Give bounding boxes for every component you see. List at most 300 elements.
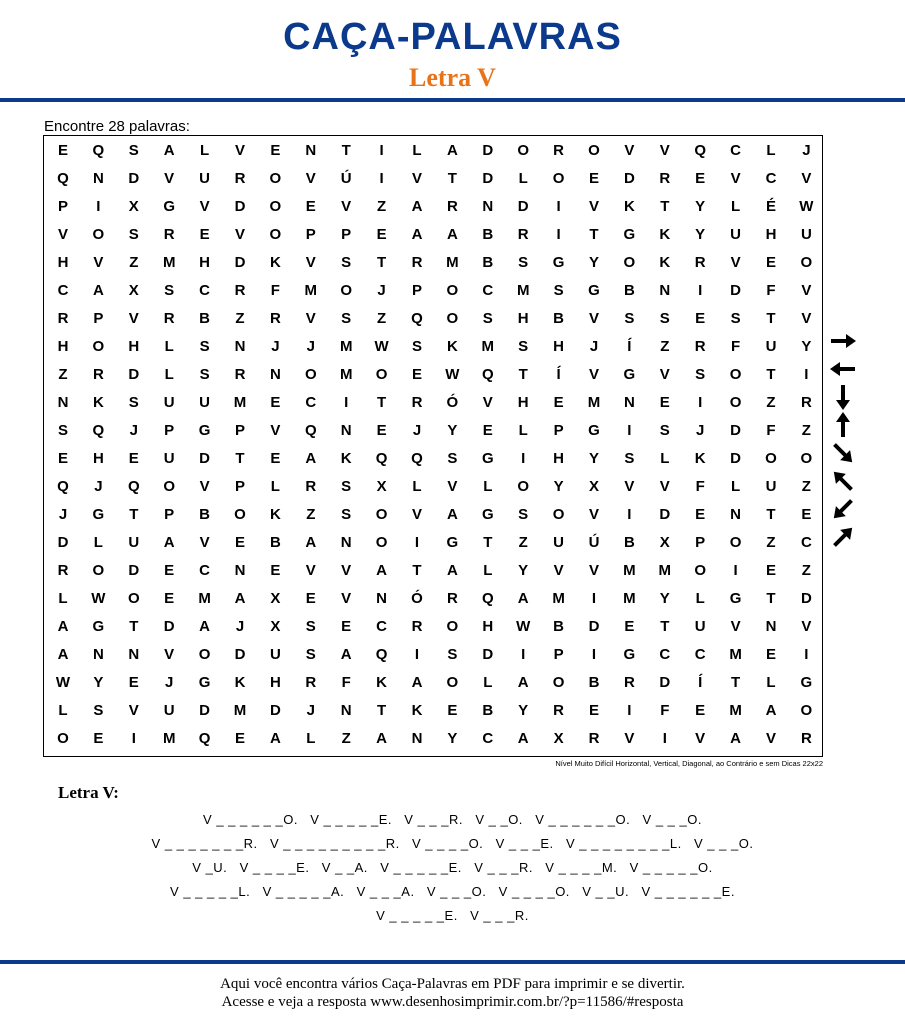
grid-letter: D bbox=[163, 618, 175, 635]
grid-letter: O bbox=[517, 478, 530, 495]
grid-letter: V bbox=[57, 226, 68, 243]
grid-letter: G bbox=[481, 450, 494, 467]
grid-letter: E bbox=[270, 142, 281, 159]
grid-letter: D bbox=[588, 618, 600, 635]
grid-letter: E bbox=[270, 450, 281, 467]
grid-letter: O bbox=[234, 506, 246, 523]
grid-letter: S bbox=[624, 310, 635, 327]
grid-letter: H bbox=[128, 338, 140, 355]
grid-letter: G bbox=[623, 226, 636, 243]
grid-letter: Y bbox=[695, 198, 706, 215]
grid-letter: D bbox=[269, 702, 281, 719]
grid-letter: S bbox=[341, 506, 352, 523]
grid-letter: V bbox=[305, 170, 316, 187]
grid-letter: J bbox=[589, 338, 599, 355]
grid-letter: S bbox=[482, 310, 493, 327]
grid-letter: Z bbox=[377, 310, 387, 327]
grid-letter: D bbox=[659, 674, 671, 691]
grid-letter: U bbox=[765, 338, 777, 355]
grid-letter: T bbox=[377, 702, 387, 719]
grid-letter: M bbox=[162, 254, 176, 271]
grid-letter: Í bbox=[698, 674, 703, 691]
word-list-line: V _ _ _ _ _E. V _ _ _R. bbox=[376, 908, 529, 923]
grid-letter: I bbox=[521, 450, 526, 467]
grid-letter: H bbox=[517, 310, 529, 327]
grid-letter: U bbox=[800, 226, 812, 243]
grid-letter: R bbox=[234, 282, 246, 299]
grid-letter: A bbox=[517, 730, 529, 747]
grid-letter: T bbox=[766, 310, 776, 327]
grid-letter: I bbox=[804, 366, 809, 383]
grid-letter: O bbox=[729, 366, 742, 383]
arrow-up-icon bbox=[826, 412, 860, 438]
grid-letter: I bbox=[556, 198, 561, 215]
grid-row bbox=[44, 473, 822, 500]
grid-letter: U bbox=[694, 618, 706, 635]
grid-letter: I bbox=[733, 562, 738, 579]
grid-letter: Y bbox=[518, 702, 529, 719]
grid-letter: N bbox=[305, 142, 317, 159]
arrow-down-icon bbox=[826, 384, 860, 410]
grid-letter: V bbox=[199, 534, 210, 551]
grid-letter: D bbox=[57, 534, 69, 551]
grid-letter: O bbox=[800, 254, 813, 271]
grid-letter: B bbox=[553, 618, 565, 635]
arrow-up-right-icon bbox=[826, 524, 860, 550]
grid-letter: Z bbox=[801, 422, 811, 439]
grid-letter: E bbox=[376, 422, 387, 439]
grid-letter: N bbox=[376, 590, 388, 607]
grid-letter: K bbox=[623, 198, 635, 215]
grid-letter: A bbox=[376, 730, 388, 747]
grid-letter: S bbox=[695, 366, 706, 383]
grid-letter: F bbox=[766, 282, 776, 299]
grid-letter: I bbox=[591, 646, 597, 663]
grid-letter: D bbox=[128, 366, 140, 383]
grid-letter: R bbox=[411, 394, 423, 411]
grid-letter: E bbox=[695, 170, 706, 187]
grid-letter: T bbox=[412, 562, 422, 579]
grid-letter: E bbox=[588, 702, 599, 719]
grid-letter: V bbox=[199, 478, 210, 495]
grid-letter: Y bbox=[659, 590, 670, 607]
grid-letter: B bbox=[623, 282, 635, 299]
grid-letter: K bbox=[411, 702, 423, 719]
grid-letter: R bbox=[659, 170, 671, 187]
grid-letter: Z bbox=[801, 562, 811, 579]
grid-letter: V bbox=[730, 254, 741, 271]
grid-letter: X bbox=[128, 198, 139, 215]
grid-letter: S bbox=[447, 450, 458, 467]
grid-letter: G bbox=[198, 422, 211, 439]
grid-letter: X bbox=[659, 534, 670, 551]
grid-row bbox=[44, 697, 822, 724]
grid-letter: P bbox=[164, 506, 175, 523]
grid-letter: L bbox=[412, 142, 422, 159]
grid-letter: X bbox=[588, 478, 599, 495]
grid-letter: Y bbox=[801, 338, 812, 355]
grid-letter: J bbox=[58, 506, 68, 523]
grid-letter: W bbox=[445, 366, 460, 383]
word-list-title: Letra V: bbox=[58, 783, 119, 802]
grid-letter: E bbox=[588, 170, 599, 187]
grid-letter: I bbox=[379, 170, 384, 187]
grid-letter: E bbox=[341, 618, 352, 635]
arrow-up-left-icon bbox=[826, 468, 860, 494]
grid-letter: L bbox=[93, 534, 103, 551]
grid-letter: D bbox=[199, 450, 211, 467]
grid-letter: D bbox=[800, 590, 812, 607]
grid-letter: E bbox=[695, 702, 706, 719]
page-title: CAÇA-PALAVRAS bbox=[283, 16, 622, 58]
grid-letter: S bbox=[341, 254, 352, 271]
grid-letter: Y bbox=[518, 562, 529, 579]
grid-letter: O bbox=[269, 170, 282, 187]
grid-letter: O bbox=[588, 142, 600, 159]
grid-letter: Z bbox=[58, 366, 68, 383]
grid-letter: Z bbox=[306, 506, 316, 523]
grid-letter: N bbox=[340, 702, 352, 719]
grid-letter: Q bbox=[57, 478, 69, 495]
grid-letter: L bbox=[58, 590, 68, 607]
grid-letter: J bbox=[235, 618, 245, 635]
grid-letter: G bbox=[623, 366, 636, 383]
grid-row bbox=[44, 165, 822, 192]
grid-letter: P bbox=[553, 422, 564, 439]
level-note: Nível Muito Difícil Horizontal, Vertical, Diagonal, ao Contrário e sem Dicas 22x22 bbox=[555, 759, 823, 768]
grid-letter: L bbox=[483, 562, 493, 579]
grid-letter: V bbox=[305, 310, 316, 327]
grid-letter: A bbox=[517, 590, 529, 607]
grid-letter: S bbox=[553, 282, 564, 299]
grid-letter: D bbox=[730, 422, 742, 439]
grid-letter: R bbox=[800, 394, 812, 411]
grid-row bbox=[44, 613, 822, 640]
grid-letter: V bbox=[411, 506, 422, 523]
grid-letter: D bbox=[234, 646, 246, 663]
grid-letter: E bbox=[270, 394, 281, 411]
grid-letter: R bbox=[305, 674, 317, 691]
grid-letter: T bbox=[518, 366, 528, 383]
grid-letter: M bbox=[339, 338, 353, 355]
grid-letter: J bbox=[94, 478, 103, 495]
grid-letter: Y bbox=[695, 226, 706, 243]
grid-row bbox=[44, 417, 822, 444]
grid-letter: U bbox=[163, 394, 175, 411]
grid-letter: G bbox=[623, 646, 636, 663]
grid-letter: M bbox=[162, 730, 176, 747]
grid-letter: E bbox=[128, 674, 139, 691]
instructions: Encontre 28 palavras: bbox=[44, 118, 190, 135]
grid-letter: Z bbox=[766, 534, 776, 551]
grid-letter: P bbox=[234, 478, 245, 495]
grid-letter: N bbox=[269, 366, 281, 383]
grid-letter: N bbox=[234, 562, 246, 579]
grid-letter: Í bbox=[556, 366, 561, 383]
grid-row bbox=[44, 725, 822, 752]
grid-letter: H bbox=[482, 618, 494, 635]
grid-letter: O bbox=[552, 170, 565, 187]
grid-letter: S bbox=[57, 422, 68, 439]
grid-letter: F bbox=[270, 282, 280, 299]
grid-letter: E bbox=[765, 646, 776, 663]
grid-letter: I bbox=[627, 506, 632, 523]
grid-letter: I bbox=[96, 198, 101, 215]
grid-letter: Q bbox=[411, 450, 423, 467]
grid-letter: Z bbox=[518, 534, 528, 551]
grid-letter: P bbox=[57, 198, 68, 215]
grid-letter: V bbox=[624, 730, 635, 747]
grid-letter: V bbox=[341, 590, 352, 607]
grid-letter: I bbox=[804, 646, 809, 663]
grid-letter: Z bbox=[801, 478, 811, 495]
grid-letter: V bbox=[588, 366, 599, 383]
grid-letter: Q bbox=[57, 170, 69, 187]
grid-letter: E bbox=[695, 310, 706, 327]
grid-letter: E bbox=[447, 702, 458, 719]
grid-letter: S bbox=[93, 702, 104, 719]
grid-letter: H bbox=[92, 450, 104, 467]
grid-letter: C bbox=[659, 646, 671, 663]
grid-letter: O bbox=[623, 254, 636, 271]
grid-letter: V bbox=[164, 646, 175, 663]
arrow-left-icon bbox=[826, 356, 860, 382]
grid-letter: I bbox=[662, 730, 667, 747]
grid-letter: X bbox=[270, 618, 281, 635]
grid-letter: O bbox=[517, 142, 530, 159]
grid-letter: M bbox=[552, 590, 565, 607]
grid-letter: V bbox=[199, 198, 210, 215]
grid-letter: A bbox=[446, 506, 458, 523]
grid-row bbox=[44, 501, 822, 528]
grid-letter: X bbox=[553, 730, 564, 747]
grid-letter: E bbox=[234, 534, 245, 551]
grid-letter: Z bbox=[660, 338, 670, 355]
grid-letter: G bbox=[800, 674, 813, 691]
grid-letter: T bbox=[447, 170, 457, 187]
grid-letter: V bbox=[553, 562, 564, 579]
grid-letter: L bbox=[660, 450, 670, 467]
grid-letter: O bbox=[92, 562, 105, 579]
grid-letter: M bbox=[587, 394, 601, 411]
grid-letter: V bbox=[801, 170, 812, 187]
grid-letter: G bbox=[481, 506, 494, 523]
grid-letter: A bbox=[269, 730, 281, 747]
grid-letter: L bbox=[412, 478, 422, 495]
grid-letter: V bbox=[234, 226, 245, 243]
grid-row bbox=[44, 389, 822, 416]
grid-letter: E bbox=[765, 254, 776, 271]
grid-letter: Ú bbox=[340, 170, 352, 187]
grid-letter: A bbox=[92, 282, 104, 299]
grid-letter: D bbox=[482, 170, 494, 187]
grid-letter: F bbox=[695, 478, 705, 495]
grid-letter: Y bbox=[553, 478, 564, 495]
grid-letter: P bbox=[411, 282, 422, 299]
grid-letter: T bbox=[483, 534, 493, 551]
grid-letter: T bbox=[731, 674, 741, 691]
grid-letter: V bbox=[801, 282, 812, 299]
grid-letter: D bbox=[659, 506, 671, 523]
grid-letter: G bbox=[198, 674, 211, 691]
grid-letter: R bbox=[163, 310, 175, 327]
grid-letter: S bbox=[128, 142, 139, 159]
grid-letter: O bbox=[57, 730, 69, 747]
word-list-line: V _ _ _ _ _ _ _R. V _ _ _ _ _ _ _ _ _R. V _ _ _ _O. V _ _ _E. V _ _ _ _ _ _ _ _L. V _ _ _O. bbox=[151, 836, 754, 851]
grid-letter: A bbox=[446, 226, 458, 243]
grid-letter: D bbox=[234, 198, 246, 215]
grid-letter: Ó bbox=[446, 394, 459, 411]
grid-letter: P bbox=[234, 422, 245, 439]
grid-letter: N bbox=[730, 506, 742, 523]
grid-letter: V bbox=[659, 142, 670, 159]
grid-letter: Q bbox=[375, 646, 388, 663]
grid-letter: V bbox=[588, 562, 599, 579]
grid-letter: R bbox=[411, 618, 423, 635]
grid-letter: P bbox=[695, 534, 706, 551]
grid-letter: O bbox=[269, 226, 282, 243]
grid-letter: V bbox=[164, 170, 175, 187]
grid-letter: O bbox=[800, 702, 813, 719]
grid-letter: S bbox=[305, 618, 316, 635]
grid-letter: Q bbox=[411, 310, 423, 327]
grid-letter: E bbox=[376, 226, 387, 243]
grid-letter: L bbox=[518, 422, 528, 439]
grid-letter: V bbox=[730, 170, 741, 187]
grid-letter: E bbox=[305, 198, 316, 215]
grid-letter: V bbox=[93, 254, 104, 271]
grid-letter: G bbox=[729, 590, 742, 607]
grid-letter: R bbox=[57, 562, 69, 579]
grid-letter: Y bbox=[447, 730, 458, 747]
grid-letter: M bbox=[481, 338, 495, 355]
grid-letter: U bbox=[765, 478, 777, 495]
grid-letter: O bbox=[765, 450, 777, 467]
grid-letter: N bbox=[92, 646, 104, 663]
grid-letter: G bbox=[446, 534, 459, 551]
grid-letter: K bbox=[376, 674, 388, 691]
word-search-grid bbox=[43, 135, 823, 757]
grid-letter: H bbox=[517, 394, 529, 411]
grid-letter: R bbox=[694, 254, 706, 271]
grid-letter: T bbox=[235, 450, 245, 467]
grid-row bbox=[44, 249, 822, 276]
grid-letter: A bbox=[163, 534, 175, 551]
grid-letter: E bbox=[164, 590, 175, 607]
word-list-line: V _ _ _ _ _L. V _ _ _ _ _A. V _ _ _A. V _ _ _O. V _ _ _ _O. V _ _U. V _ _ _ _ _ _E. bbox=[170, 884, 735, 899]
grid-letter: V bbox=[341, 198, 352, 215]
grid-letter: R bbox=[163, 226, 175, 243]
grid-row bbox=[44, 137, 822, 164]
grid-letter: Z bbox=[129, 254, 139, 271]
grid-letter: O bbox=[304, 366, 317, 383]
grid-letter: B bbox=[588, 674, 600, 691]
grid-letter: J bbox=[165, 674, 174, 691]
grid-letter: E bbox=[765, 562, 776, 579]
grid-letter: B bbox=[199, 310, 211, 327]
grid-letter: N bbox=[340, 422, 352, 439]
page-subtitle: Letra V bbox=[409, 63, 496, 92]
grid-letter: D bbox=[730, 450, 742, 467]
grid-letter: Í bbox=[627, 338, 632, 355]
grid-letter: R bbox=[517, 226, 529, 243]
grid-letter: C bbox=[765, 170, 777, 187]
grid-letter: D bbox=[128, 562, 140, 579]
grid-letter: W bbox=[55, 674, 71, 691]
grid-letter: L bbox=[731, 198, 741, 215]
grid-letter: R bbox=[800, 730, 812, 747]
grid-letter: E bbox=[553, 394, 564, 411]
grid-letter: L bbox=[766, 674, 776, 691]
grid-letter: R bbox=[553, 702, 565, 719]
grid-letter: R bbox=[446, 198, 458, 215]
grid-letter: M bbox=[729, 646, 742, 663]
grid-letter: R bbox=[588, 730, 600, 747]
grid-letter: A bbox=[234, 590, 246, 607]
grid-letter: D bbox=[482, 646, 494, 663]
grid-letter: A bbox=[411, 226, 423, 243]
grid-letter: U bbox=[553, 534, 565, 551]
grid-letter: C bbox=[482, 730, 494, 747]
grid-row bbox=[44, 193, 822, 220]
grid-letter: L bbox=[483, 674, 493, 691]
grid-letter: Ó bbox=[411, 590, 423, 607]
grid-row bbox=[44, 585, 822, 612]
grid-letter: E bbox=[305, 590, 316, 607]
grid-letter: E bbox=[164, 562, 175, 579]
grid-letter: L bbox=[306, 730, 316, 747]
grid-letter: V bbox=[624, 142, 635, 159]
grid-letter: V bbox=[659, 366, 670, 383]
grid-letter: S bbox=[518, 254, 529, 271]
grid-letter: V bbox=[128, 310, 139, 327]
grid-letter: F bbox=[731, 338, 741, 355]
grid-letter: R bbox=[269, 310, 281, 327]
grid-letter: V bbox=[341, 562, 352, 579]
grid-letter: E bbox=[57, 142, 68, 159]
grid-letter: A bbox=[446, 562, 458, 579]
grid-letter: L bbox=[483, 478, 493, 495]
grid-letter: A bbox=[163, 142, 175, 159]
grid-letter: P bbox=[553, 646, 564, 663]
grid-letter: T bbox=[129, 506, 139, 523]
grid-letter: T bbox=[589, 226, 599, 243]
grid-letter: W bbox=[516, 618, 531, 635]
grid-letter: P bbox=[341, 226, 352, 243]
grid-letter: A bbox=[57, 618, 69, 635]
grid-letter: V bbox=[801, 618, 812, 635]
grid-letter: R bbox=[305, 478, 317, 495]
grid-letter: J bbox=[802, 142, 811, 159]
grid-letter: L bbox=[695, 590, 705, 607]
grid-letter: K bbox=[269, 254, 281, 271]
grid-row bbox=[44, 557, 822, 584]
grid-letter: J bbox=[271, 338, 280, 355]
grid-letter: A bbox=[517, 674, 529, 691]
grid-letter: E bbox=[270, 562, 281, 579]
grid-letter: E bbox=[659, 394, 670, 411]
arrow-down-left-icon bbox=[826, 496, 860, 522]
grid-letter: C bbox=[482, 282, 494, 299]
grid-row bbox=[44, 333, 822, 360]
grid-letter: G bbox=[163, 198, 176, 215]
grid-letter: I bbox=[556, 226, 561, 243]
grid-letter: K bbox=[269, 506, 281, 523]
grid-letter: A bbox=[340, 646, 352, 663]
grid-letter: R bbox=[92, 366, 104, 383]
grid-letter: M bbox=[304, 282, 318, 299]
grid-letter: I bbox=[698, 394, 703, 411]
